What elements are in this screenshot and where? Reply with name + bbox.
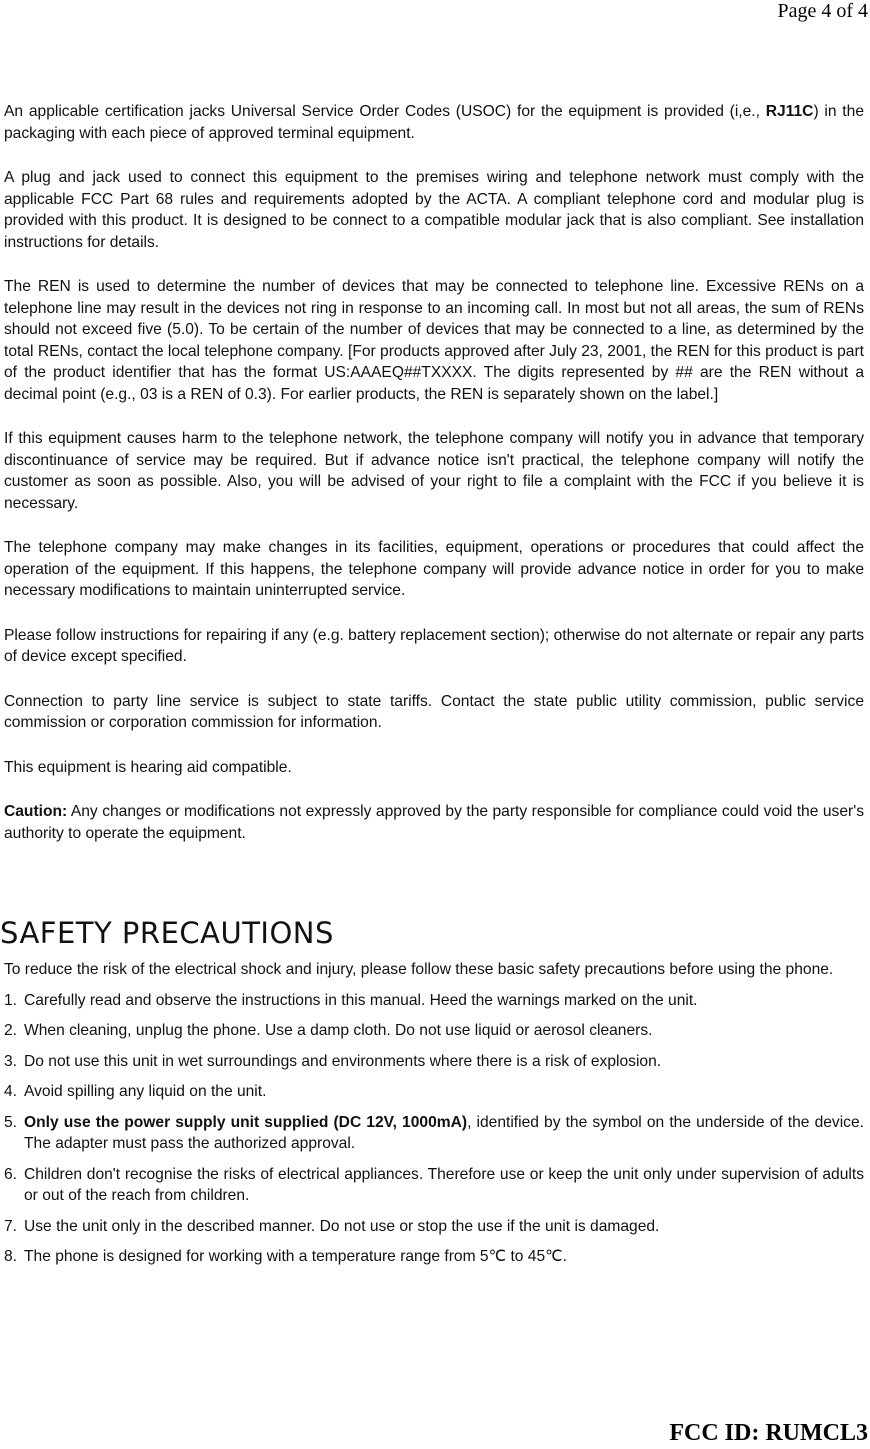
safety-item: 3. Do not use this unit in wet surroundings and environments where there is a risk of explosion. — [4, 1052, 662, 1070]
safety-item: 1. Carefully read and observe the instructions in this manual. Heed the warnings marked on the unit. — [4, 991, 698, 1009]
safety-item: 8. The phone is designed for working with a temperature range from 5℃ to 45℃. — [4, 1248, 567, 1265]
safety-item: 7. Use the unit only in the described manner. Do not use or stop the use if the unit is damaged. — [4, 1217, 660, 1235]
paragraph-repair: Please follow instructions for repairing if any (e.g. battery replacement section); otherwise do not alternate or repair any parts of device except specified. — [4, 626, 864, 665]
paragraph-harm: If this equipment causes harm to the telephone network, the telephone company will notify you in advance that temporary discontinuance of service may be required. But if advance notice isn't practical, the telephone company will notify the customer as soon as possible. Also, you will be advised of your right to file a complaint with the FCC if you believe it is necessary. — [4, 430, 864, 512]
paragraph-ren: The REN is used to determine the number of devices that may be connected to telephone line. Excessive RENs on a telephone line may result in the devices not ring in response to an incoming call. In most but not all areas, the sum of RENs should not exceed five (5.0). To be certain of the number of devices that may be connected to a line, as determined by the total RENs, contact the local telephone company. [For products approved after July 23, 2001, the REN for this product is part of the product identifier that has the format US:AAAEQ##TXXXX. The digits represented by ## are the REN without a decimal point (e.g., 03 is a REN of 0.3). For earlier products, the REN is separately shown on the label.] — [4, 278, 864, 403]
page-number: Page 4 of 4 — [777, 0, 868, 22]
paragraph-caution: Caution: Any changes or modifications not expressly approved by the party responsible for compliance could void the user's authority to operate the equipment. — [4, 803, 864, 842]
paragraph-plug-jack: A plug and jack used to connect this equipment to the premises wiring and telephone network must comply with the applicable FCC Part 68 rules and requirements adopted by the ACTA. A compliant telephone cord and modular plug is provided with this product. It is designed to be connect to a compatible modular jack that is also compliant. See installation instructions for details. — [4, 169, 864, 251]
paragraph-hearing-aid: This equipment is hearing aid compatible. — [4, 758, 292, 776]
safety-section — [4, 959, 864, 1268]
safety-intro: To reduce the risk of the electrical shock and injury, please follow these basic safety precautions before using the phone. — [4, 961, 834, 978]
safety-item: 6. Children don't recognise the risks of electrical appliances. Therefore use or keep the unit only under supervision of adults or out of the reach from children. — [4, 1165, 864, 1204]
fcc-id: FCC ID: RUMCL3 — [669, 1420, 868, 1446]
safety-item: 2. When cleaning, unplug the phone. Use a damp cloth. Do not use liquid or aerosol cleaners. — [4, 1022, 653, 1039]
paragraph-changes: The telephone company may make changes in its facilities, equipment, operations or procedures that could affect the operation of the equipment. If this happens, the telephone company will provide advance notice in order for you to make necessary modifications to maintain uninterrupted service. — [4, 539, 864, 599]
paragraph-party-line: Connection to party line service is subject to state tariffs. Contact the state public utility commission, public service commission or corporation commission for information. — [4, 692, 864, 731]
fcc-notice-body — [4, 101, 864, 844]
paragraph-usoc: An applicable certification jacks Universal Service Order Codes (USOC) for the equipment is provided (i,e., RJ11C) in the packaging with each piece of approved terminal equipment. — [4, 103, 864, 142]
safety-heading: SAFETY PRECAUTIONS — [0, 916, 334, 950]
safety-item: 5. Only use the power supply unit supplied (DC 12V, 1000mA), identified by the symbol on the underside of the device. The adapter must pass the authorized approval. — [4, 1113, 864, 1152]
safety-item: 4. Avoid spilling any liquid on the unit. — [4, 1083, 267, 1100]
